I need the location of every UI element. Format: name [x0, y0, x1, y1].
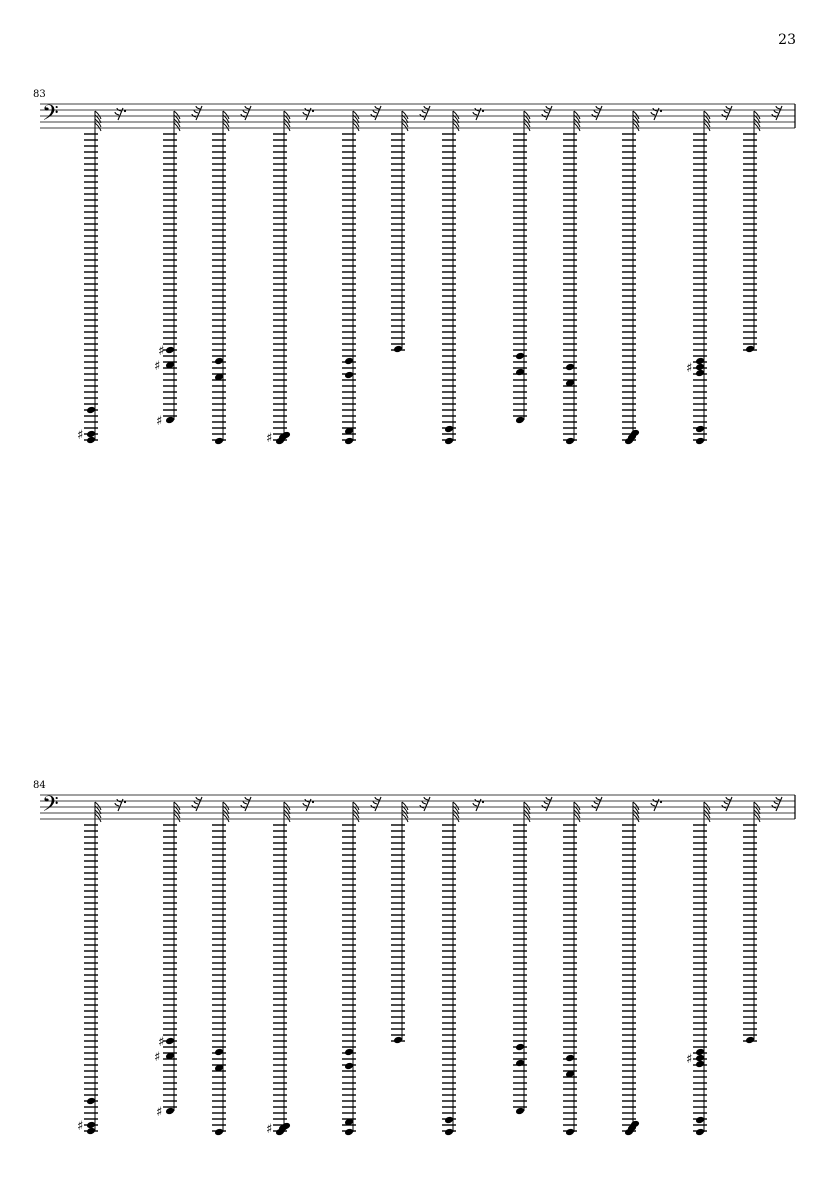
rest-64th-icon: [592, 106, 602, 120]
notehead-icon: [344, 1048, 354, 1057]
notehead-icon: [745, 1036, 755, 1045]
notehead-icon: [86, 406, 96, 415]
staff-system: [40, 792, 795, 1137]
notehead-icon: [86, 1097, 96, 1106]
sharp-icon: ♯: [158, 1035, 165, 1050]
page-number: 23: [778, 32, 796, 48]
rest-64th-icon: [420, 106, 430, 120]
bass-clef-icon: 𝄢: [42, 101, 59, 131]
notehead-icon: [393, 1036, 403, 1045]
rest-dot: [124, 801, 126, 803]
notehead-icon: [165, 1107, 175, 1116]
sharp-icon: ♯: [154, 359, 161, 374]
notehead-icon: [165, 416, 175, 425]
notehead-icon: [695, 425, 705, 434]
sharp-icon: ♯: [156, 414, 163, 429]
sharp-icon: ♯: [156, 1105, 163, 1120]
rest-64th-icon: [371, 797, 381, 811]
rest-64th-icon: [192, 106, 202, 120]
sharp-icon: ♯: [77, 1119, 84, 1134]
rest-64th-icon: [592, 797, 602, 811]
notehead-icon: [565, 437, 575, 446]
notehead-icon: [344, 357, 354, 366]
measure-number: 84: [33, 780, 46, 791]
rest-64th-icon: [772, 797, 782, 811]
rest-dot: [124, 110, 126, 112]
notehead-icon: [214, 1048, 224, 1057]
notehead-icon: [344, 1062, 354, 1071]
notehead-icon: [695, 437, 705, 446]
rest-64th-icon: [371, 106, 381, 120]
notehead-icon: [515, 1059, 525, 1068]
notehead-icon: [393, 345, 403, 354]
notehead-icon: [344, 437, 354, 446]
rest-64th-icon: [542, 106, 552, 120]
notehead-icon: [745, 345, 755, 354]
rest-64th-icon: [241, 106, 251, 120]
rest-64th-icon: [241, 797, 251, 811]
notehead-icon: [565, 363, 575, 372]
rest-dot: [482, 110, 484, 112]
sharp-icon: ♯: [266, 1122, 273, 1137]
notehead-icon: [165, 1037, 175, 1046]
rest-dot: [482, 801, 484, 803]
sharp-icon: ♯: [686, 1052, 693, 1067]
notehead-icon: [695, 1128, 705, 1137]
notehead-icon: [444, 425, 454, 434]
rest-64th-icon: [772, 106, 782, 120]
notehead-icon: [86, 1121, 96, 1130]
rest-64th-icon: [192, 797, 202, 811]
staff-system: [40, 101, 795, 446]
rest-64th-icon: [542, 797, 552, 811]
notehead-icon: [214, 357, 224, 366]
sharp-icon: ♯: [158, 344, 165, 359]
rest-dot: [660, 801, 662, 803]
sharp-icon: ♯: [77, 428, 84, 443]
notehead-icon: [695, 357, 705, 366]
notehead-icon: [515, 368, 525, 377]
notehead-icon: [86, 430, 96, 439]
notehead-icon: [444, 437, 454, 446]
sharp-icon: ♯: [154, 1050, 161, 1065]
notehead-icon: [515, 416, 525, 425]
rest-64th-icon: [722, 106, 732, 120]
sharp-icon: ♯: [266, 431, 273, 446]
notehead-icon: [695, 1116, 705, 1125]
notehead-icon: [165, 346, 175, 355]
notehead-icon: [515, 1043, 525, 1052]
bass-clef-icon: 𝄢: [42, 792, 59, 822]
measure-number: 83: [33, 89, 46, 100]
notehead-icon: [515, 1107, 525, 1116]
notehead-icon: [214, 1128, 224, 1137]
rest-dot: [660, 110, 662, 112]
notehead-icon: [214, 437, 224, 446]
rest-64th-icon: [722, 797, 732, 811]
notehead-icon: [344, 371, 354, 380]
notehead-icon: [444, 1116, 454, 1125]
rest-dot: [312, 110, 314, 112]
rest-dot: [312, 801, 314, 803]
notehead-icon: [565, 1128, 575, 1137]
notehead-icon: [344, 1128, 354, 1137]
sharp-icon: ♯: [686, 361, 693, 376]
rest-64th-icon: [420, 797, 430, 811]
notehead-icon: [444, 1128, 454, 1137]
notehead-icon: [565, 1054, 575, 1063]
notehead-icon: [695, 1048, 705, 1057]
notehead-icon: [515, 352, 525, 361]
